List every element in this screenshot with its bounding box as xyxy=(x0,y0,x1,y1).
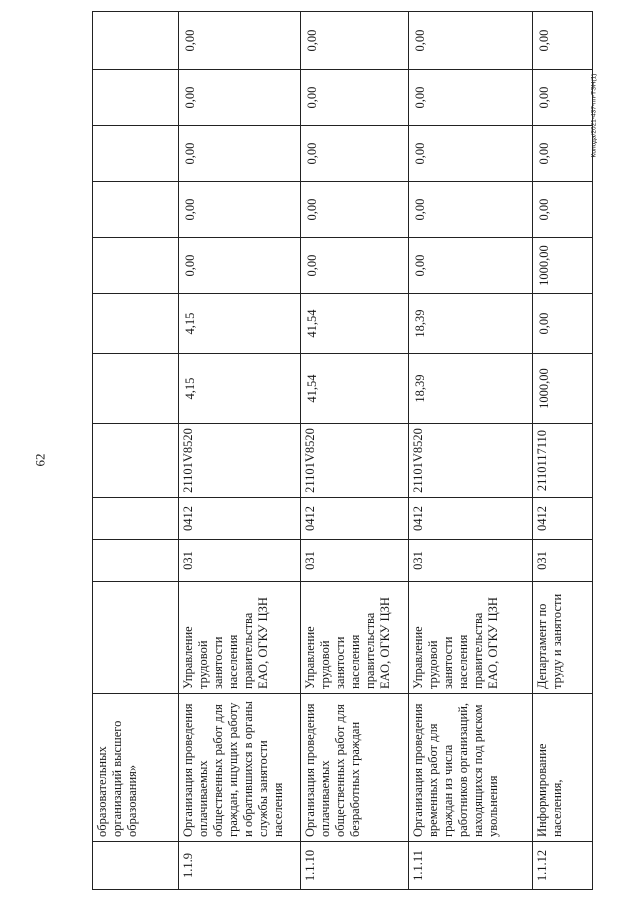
rzpr-code: 0412 xyxy=(301,498,409,540)
executor: Управление трудовой занятости населения правительства ЕАО, ОГКУ ЦЗН xyxy=(301,582,409,694)
year-value: 1000,00 xyxy=(533,238,593,294)
measure-name: Организация проведения оплачиваемых общественных работ для безработных граждан xyxy=(301,694,409,842)
table-row xyxy=(409,12,533,890)
csr-code: 21101V8520 xyxy=(301,424,409,498)
year-value: 0,00 xyxy=(533,12,593,70)
year-value: 0,00 xyxy=(179,126,301,182)
year-value: 0,00 xyxy=(301,126,409,182)
total-value: 1000,00 xyxy=(533,354,593,424)
row-number: 1.1.10 xyxy=(301,842,409,890)
year-value: 0,00 xyxy=(301,12,409,70)
page-number: 62 xyxy=(32,453,48,467)
year-value: 0,00 xyxy=(179,70,301,126)
year-value: 18,39 xyxy=(409,294,533,354)
year-value: 0,00 xyxy=(409,12,533,70)
year-value: 0,00 xyxy=(179,12,301,70)
table-row xyxy=(179,12,301,890)
executor: Управление трудовой занятости населения правительства ЕАО, ОГКУ ЦЗН xyxy=(179,582,301,694)
year-value: 0,00 xyxy=(533,126,593,182)
grbs-code: 031 xyxy=(301,540,409,582)
executor: Департамент по труду и занятости xyxy=(533,582,593,694)
rotated-table-stage xyxy=(92,12,592,890)
year-value: 0,00 xyxy=(301,182,409,238)
year-value: 0,00 xyxy=(533,294,593,354)
grbs-code: 031 xyxy=(533,540,593,582)
year-value: 0,00 xyxy=(409,126,533,182)
grbs-code: 031 xyxy=(409,540,533,582)
row-number: 1.1.9 xyxy=(179,842,301,890)
document-code: Колода/2021-437-пп-ТЭН(1) xyxy=(590,73,598,158)
year-value: 0,00 xyxy=(409,182,533,238)
measure-name: Информирование населения, xyxy=(533,694,593,842)
measure-name: Организация проведения оплачиваемых общественных работ для граждан, ищущих работу и обратившихся в органы службы занятости населения xyxy=(179,694,301,842)
total-value: 41,54 xyxy=(301,354,409,424)
year-value: 0,00 xyxy=(301,238,409,294)
row-number: 1.1.11 xyxy=(409,842,533,890)
csr-code: 21101V8520 xyxy=(179,424,301,498)
table-row xyxy=(301,12,409,890)
year-value: 0,00 xyxy=(533,70,593,126)
table-row-fragment xyxy=(93,12,179,890)
total-value: 4,15 xyxy=(179,354,301,424)
rzpr-code: 0412 xyxy=(179,498,301,540)
measure-name: Организация проведения временных работ для граждан из числа работников организаций, находящихся под риском увольнения xyxy=(409,694,533,842)
year-value: 41,54 xyxy=(301,294,409,354)
table-row xyxy=(533,12,593,890)
executor: Управление трудовой занятости населения правительства ЕАО, ОГКУ ЦЗН xyxy=(409,582,533,694)
row-number: 1.1.12 xyxy=(533,842,593,890)
year-value: 0,00 xyxy=(533,182,593,238)
year-value: 0,00 xyxy=(179,182,301,238)
name-cell: образовательных организаций высшего образования» xyxy=(93,694,179,842)
csr-code: 21101V8520 xyxy=(409,424,533,498)
total-value: 18,39 xyxy=(409,354,533,424)
rzpr-code: 0412 xyxy=(409,498,533,540)
year-value: 0,00 xyxy=(409,70,533,126)
rzpr-code: 0412 xyxy=(533,498,593,540)
year-value: 4,15 xyxy=(179,294,301,354)
year-value: 0,00 xyxy=(301,70,409,126)
year-value: 0,00 xyxy=(179,238,301,294)
program-table xyxy=(92,11,593,890)
csr-code: 2110117110 xyxy=(533,424,593,498)
year-value: 0,00 xyxy=(409,238,533,294)
grbs-code: 031 xyxy=(179,540,301,582)
